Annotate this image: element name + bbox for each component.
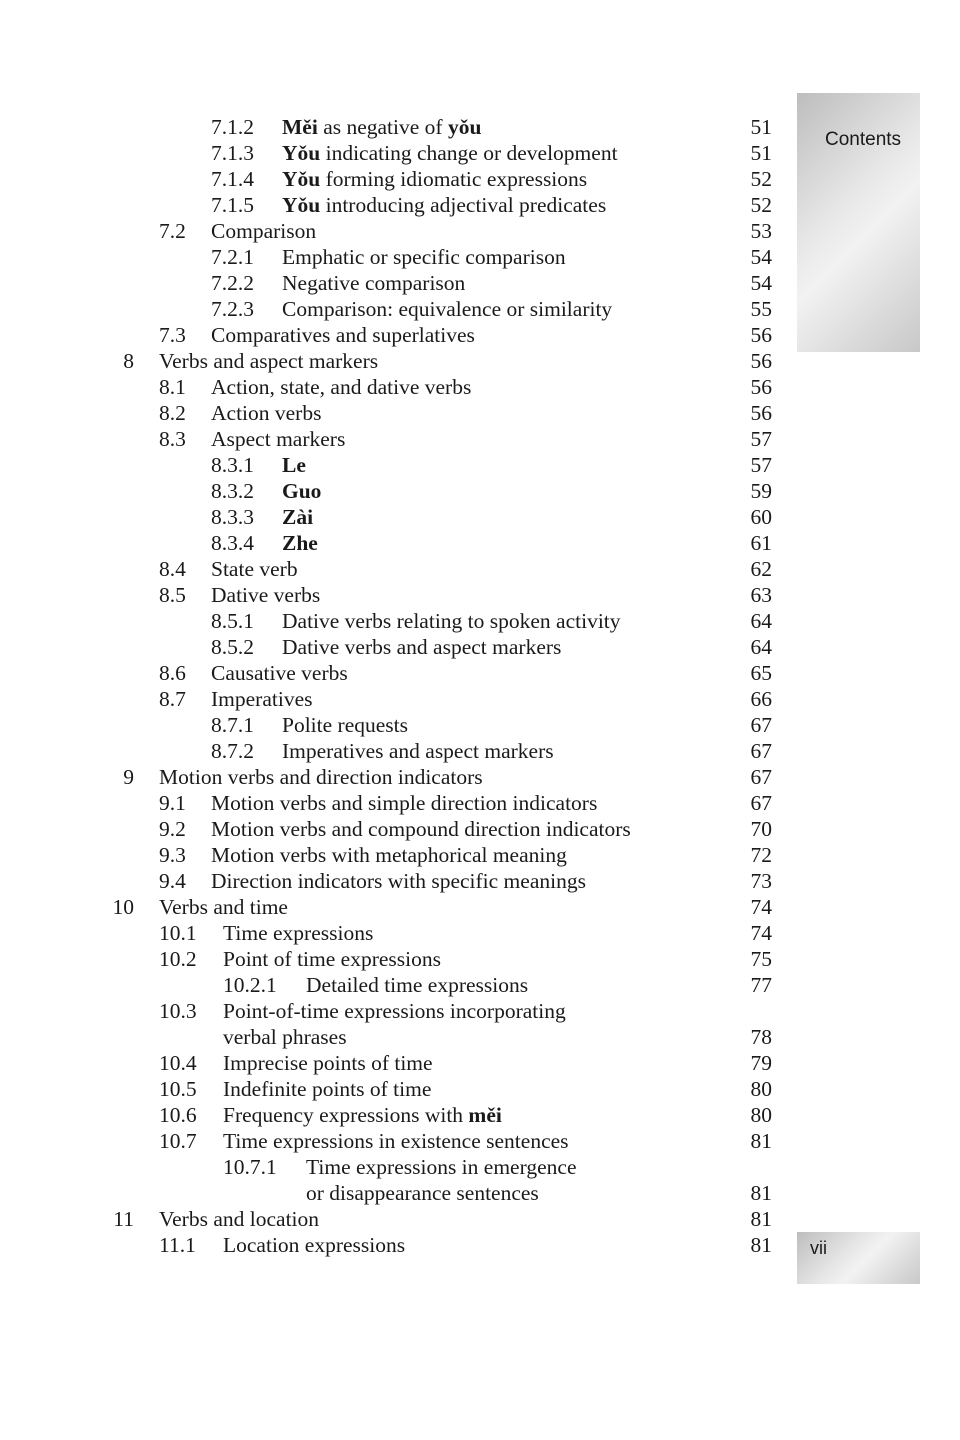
toc-entry-page: 66 — [750, 687, 772, 711]
toc-entry-page: 60 — [750, 505, 772, 529]
toc-entry-number: 9.1 — [159, 791, 186, 815]
toc-entry-text: Dative verbs and aspect markers — [282, 635, 562, 659]
toc-entry-page: 56 — [750, 349, 772, 373]
toc-entry-page: 81 — [750, 1181, 772, 1205]
toc-entry[interactable] — [0, 192, 960, 218]
toc-entry[interactable] — [0, 322, 960, 348]
toc-entry[interactable] — [0, 634, 960, 660]
toc-entry[interactable] — [0, 218, 960, 244]
toc-entry-number: 8.6 — [159, 661, 186, 685]
toc-entry-page: 67 — [750, 713, 772, 737]
toc-entry-title — [282, 452, 306, 478]
toc-entry-text: Point-of-time expressions incorporating — [223, 999, 566, 1023]
toc-entry-title — [211, 218, 316, 244]
toc-entry-number: 8.5.2 — [211, 635, 254, 659]
toc-entry-page: 53 — [750, 219, 772, 243]
toc-entry-text: Direction indicators with specific meanings — [211, 869, 586, 893]
toc-entry-title — [282, 530, 318, 556]
toc-entry-number: 7.1.4 — [211, 167, 254, 191]
toc-entry-number: 8.7.2 — [211, 739, 254, 763]
toc-entry[interactable] — [0, 114, 960, 140]
toc-entry-page: 78 — [750, 1025, 772, 1049]
toc-entry[interactable] — [0, 1076, 960, 1102]
toc-entry-term: Yǒu — [282, 193, 321, 217]
toc-entry-text: Motion verbs with metaphorical meaning — [211, 843, 567, 867]
toc-entry-page: 54 — [750, 245, 772, 269]
toc-entry-number: 7.2 — [159, 219, 186, 243]
toc-entry-title — [223, 1232, 405, 1258]
toc-entry[interactable] — [0, 244, 960, 270]
toc-entry-title — [282, 478, 321, 504]
toc-entry-text: Aspect markers — [211, 427, 346, 451]
toc-entry[interactable] — [0, 608, 960, 634]
toc-entry-title — [211, 816, 631, 842]
toc-entry[interactable] — [0, 270, 960, 296]
toc-entry-number: 10.2 — [159, 947, 197, 971]
toc-entry-title — [211, 556, 298, 582]
toc-entry-title — [282, 634, 561, 660]
toc-entry-text: Motion verbs and compound direction indicators — [211, 817, 631, 841]
toc-entry-text: Dative verbs relating to spoken activity — [282, 609, 621, 633]
toc-entry-title — [211, 322, 475, 348]
toc-entry-title — [282, 712, 408, 738]
toc-entry-page: 64 — [750, 609, 772, 633]
toc-entry-title — [223, 946, 441, 972]
toc-entry-text: Comparatives and superlatives — [211, 323, 475, 347]
toc-entry-number: 7.2.2 — [211, 271, 254, 295]
toc-entry-number: 10.3 — [159, 999, 197, 1023]
toc-entry[interactable] — [0, 1050, 960, 1076]
toc-entry[interactable] — [0, 660, 960, 686]
toc-entry[interactable] — [0, 530, 960, 556]
toc-entry-title — [223, 920, 373, 946]
toc-entry[interactable] — [0, 1180, 960, 1206]
toc-entry-number: 7.2.1 — [211, 245, 254, 269]
toc-entry-title — [223, 1050, 433, 1076]
toc-entry-number: 8.1 — [159, 375, 186, 399]
toc-entry-text: State verb — [211, 557, 298, 581]
toc-entry-page: 75 — [750, 947, 772, 971]
toc-entry-number: 9.3 — [159, 843, 186, 867]
toc-entry[interactable] — [0, 374, 960, 400]
toc-entry-text: Dative verbs — [211, 583, 321, 607]
toc-entry-number: 9.4 — [159, 869, 186, 893]
toc-entry-page: 81 — [750, 1233, 772, 1257]
toc-entry-text: or disappearance sentences — [306, 1181, 539, 1205]
toc-entry-number: 8.3.4 — [211, 531, 254, 555]
toc-entry-title — [211, 374, 471, 400]
toc-entry[interactable] — [0, 946, 960, 972]
toc-entry[interactable] — [0, 712, 960, 738]
toc-entry-title — [282, 192, 606, 218]
toc-entry-title — [211, 868, 586, 894]
toc-entry-title — [282, 140, 618, 166]
toc-entry-text: Causative verbs — [211, 661, 348, 685]
toc-entry-page: 67 — [750, 739, 772, 763]
toc-entry-text: Verbs and time — [159, 895, 288, 919]
toc-entry[interactable] — [0, 894, 960, 920]
toc-entry[interactable] — [0, 686, 960, 712]
toc-entry-page: 56 — [750, 375, 772, 399]
toc-entry-text: Motion verbs and simple direction indicators — [211, 791, 598, 815]
toc-entry-text: Detailed time expressions — [306, 973, 529, 997]
toc-entry-text: Time expressions — [223, 921, 374, 945]
toc-entry[interactable] — [0, 920, 960, 946]
page-number: vii — [810, 1238, 827, 1258]
toc-entry-number: 8.2 — [159, 401, 186, 425]
toc-entry-text: Frequency expressions with — [223, 1103, 469, 1127]
toc-entry-number: 7.1.5 — [211, 193, 254, 217]
toc-entry-title — [223, 1102, 502, 1128]
toc-entry[interactable] — [0, 790, 960, 816]
toc-entry-title — [306, 972, 528, 998]
toc-entry-title — [282, 270, 465, 296]
toc-entry[interactable] — [0, 1102, 960, 1128]
toc-entry-number: 9.2 — [159, 817, 186, 841]
table-of-contents — [0, 114, 960, 1258]
toc-entry-text: Polite requests — [282, 713, 408, 737]
toc-entry-page: 77 — [750, 973, 772, 997]
toc-entry[interactable] — [0, 166, 960, 192]
toc-entry-text: forming idiomatic expressions — [320, 167, 588, 191]
toc-entry[interactable] — [0, 426, 960, 452]
toc-entry-number: 8.5.1 — [211, 609, 254, 633]
toc-entry-text: as negative of — [317, 115, 448, 139]
toc-entry-number: 8.7.1 — [211, 713, 254, 737]
toc-entry-text: verbal phrases — [223, 1025, 347, 1049]
toc-entry[interactable] — [0, 296, 960, 322]
toc-entry[interactable] — [0, 738, 960, 764]
toc-entry-title — [159, 1206, 319, 1232]
toc-entry-text: Point of time expressions — [223, 947, 441, 971]
toc-entry-text: Comparison: equivalence or similarity — [282, 297, 613, 321]
toc-entry-page: 80 — [750, 1077, 772, 1101]
toc-entry-term: Zhe — [282, 531, 318, 555]
toc-entry-number: 7.1.2 — [211, 115, 254, 139]
toc-entry[interactable] — [0, 1128, 960, 1154]
toc-entry-number: 10.7 — [159, 1129, 197, 1153]
toc-entry-text: Imprecise points of time — [223, 1051, 433, 1075]
toc-entry-title — [306, 1154, 577, 1180]
toc-entry-page: 52 — [750, 167, 772, 191]
toc-entry-text: Verbs and location — [159, 1207, 320, 1231]
toc-entry[interactable] — [0, 764, 960, 790]
toc-entry-page: 81 — [750, 1207, 772, 1231]
toc-entry-title — [282, 504, 313, 530]
toc-entry-title — [282, 608, 621, 634]
toc-entry[interactable] — [0, 1206, 960, 1232]
toc-entry-page: 80 — [750, 1103, 772, 1127]
toc-entry-page: 61 — [750, 531, 772, 555]
toc-entry-page: 54 — [750, 271, 772, 295]
toc-entry-text: Imperatives — [211, 687, 313, 711]
toc-entry-page: 73 — [750, 869, 772, 893]
toc-entry-term: Le — [282, 453, 306, 477]
toc-entry-text: introducing adjectival predicates — [320, 193, 607, 217]
toc-entry[interactable] — [0, 478, 960, 504]
toc-entry-page: 51 — [750, 141, 772, 165]
toc-entry-title — [159, 348, 378, 374]
toc-entry-page: 70 — [750, 817, 772, 841]
toc-entry-term: Yǒu — [282, 141, 321, 165]
toc-entry[interactable] — [0, 972, 960, 998]
toc-entry[interactable] — [0, 582, 960, 608]
toc-entry-number: 10.7.1 — [223, 1155, 277, 1179]
toc-entry-term: Zài — [282, 505, 314, 529]
toc-entry-page: 56 — [750, 323, 772, 347]
toc-entry-number: 10.2.1 — [223, 973, 277, 997]
toc-entry-title — [211, 686, 313, 712]
toc-entry-term: Guo — [282, 479, 322, 503]
toc-entry-number: 7.1.3 — [211, 141, 254, 165]
toc-entry[interactable] — [0, 556, 960, 582]
toc-entry[interactable] — [0, 400, 960, 426]
toc-entry-title — [211, 426, 345, 452]
toc-entry-page: 64 — [750, 635, 772, 659]
toc-entry-text: Action, state, and dative verbs — [211, 375, 472, 399]
toc-entry-number: 10.1 — [159, 921, 197, 945]
toc-entry-title — [306, 1180, 539, 1206]
toc-entry-title — [282, 166, 587, 192]
toc-entry-number: 8.4 — [159, 557, 186, 581]
toc-entry[interactable] — [0, 348, 960, 374]
toc-entry-text: indicating change or development — [320, 141, 618, 165]
toc-entry-page: 63 — [750, 583, 772, 607]
toc-entry-page: 55 — [750, 297, 772, 321]
toc-entry-number: 8.3 — [159, 427, 186, 451]
toc-entry-title — [211, 660, 348, 686]
toc-entry-text: Time expressions in existence sentences — [223, 1129, 569, 1153]
toc-entry[interactable] — [0, 998, 960, 1024]
toc-entry[interactable] — [0, 504, 960, 530]
toc-entry-title — [211, 582, 320, 608]
toc-entry-number: 10.4 — [159, 1051, 197, 1075]
toc-entry-title — [211, 790, 597, 816]
toc-entry-title — [223, 1076, 431, 1102]
toc-entry-page: 67 — [750, 791, 772, 815]
toc-entry-number: 11 — [113, 1207, 134, 1231]
toc-entry-title — [211, 842, 567, 868]
toc-entry-title — [223, 998, 566, 1024]
toc-entry-text: Action verbs — [211, 401, 322, 425]
toc-entry-term: yǒu — [447, 115, 482, 139]
toc-entry-page: 62 — [750, 557, 772, 581]
toc-entry-page: 79 — [750, 1051, 772, 1075]
toc-entry-number: 8.3.2 — [211, 479, 254, 503]
toc-entry-page: 65 — [750, 661, 772, 685]
toc-entry-page: 67 — [750, 765, 772, 789]
toc-entry[interactable] — [0, 816, 960, 842]
toc-entry-page: 59 — [750, 479, 772, 503]
toc-entry-number: 8.3.1 — [211, 453, 254, 477]
toc-entry[interactable] — [0, 140, 960, 166]
toc-entry-title — [282, 296, 612, 322]
toc-entry[interactable] — [0, 842, 960, 868]
toc-entry[interactable] — [0, 452, 960, 478]
toc-entry-number: 8.3.3 — [211, 505, 254, 529]
toc-entry-text: Comparison — [211, 219, 317, 243]
toc-entry-title — [223, 1128, 569, 1154]
contents-tab-label: Contents — [825, 129, 902, 150]
toc-entry[interactable] — [0, 868, 960, 894]
toc-entry-text: Time expressions in emergence — [306, 1155, 577, 1179]
toc-entry-title — [159, 894, 288, 920]
toc-entry-number: 7.2.3 — [211, 297, 254, 321]
toc-entry[interactable] — [0, 1154, 960, 1180]
toc-entry-title — [282, 114, 481, 140]
toc-entry-page: 56 — [750, 401, 772, 425]
toc-entry-page: 72 — [750, 843, 772, 867]
toc-entry-title — [282, 738, 554, 764]
toc-entry-number: 8.7 — [159, 687, 186, 711]
toc-entry-page: 57 — [750, 427, 772, 451]
toc-entry-title — [159, 764, 483, 790]
toc-entry-text: Emphatic or specific comparison — [282, 245, 566, 269]
toc-entry-page: 74 — [750, 895, 772, 919]
toc-entry-number: 9 — [123, 765, 134, 789]
toc-entry-page: 52 — [750, 193, 772, 217]
toc-entry-number: 10 — [112, 895, 134, 919]
toc-entry-page: 51 — [750, 115, 772, 139]
toc-entry-text: Location expressions — [223, 1233, 406, 1257]
toc-entry-term: Měi — [282, 115, 318, 139]
toc-entry[interactable] — [0, 1024, 960, 1050]
toc-entry-number: 10.5 — [159, 1077, 197, 1101]
toc-entry-term: Yǒu — [282, 167, 321, 191]
toc-entry-text: Negative comparison — [282, 271, 466, 295]
toc-entry-text: Indefinite points of time — [223, 1077, 432, 1101]
toc-entry-number: 11.1 — [159, 1233, 196, 1257]
toc-entry-title — [223, 1024, 347, 1050]
toc-entry-number: 10.6 — [159, 1103, 197, 1127]
toc-entry-term: měi — [468, 1103, 502, 1127]
toc-entry-text: Motion verbs and direction indicators — [159, 765, 483, 789]
toc-entry[interactable] — [0, 1232, 960, 1258]
toc-entry-number: 8 — [123, 349, 134, 373]
toc-entry-text: Verbs and aspect markers — [159, 349, 379, 373]
toc-entry-page: 57 — [750, 453, 772, 477]
toc-entry-number: 7.3 — [159, 323, 186, 347]
toc-entry-text: Imperatives and aspect markers — [282, 739, 554, 763]
toc-entry-title — [282, 244, 566, 270]
toc-entry-page: 74 — [750, 921, 772, 945]
toc-entry-title — [211, 400, 321, 426]
toc-entry-page: 81 — [750, 1129, 772, 1153]
toc-entry-number: 8.5 — [159, 583, 186, 607]
